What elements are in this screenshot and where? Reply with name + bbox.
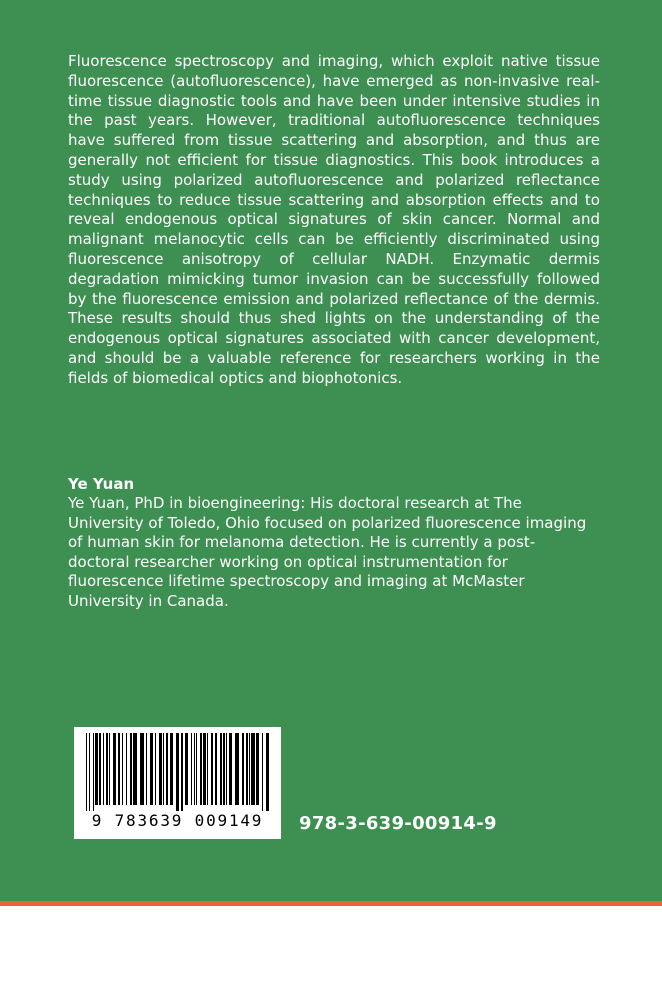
barcode-bar (109, 733, 110, 805)
barcode-bar (235, 733, 239, 805)
barcode-bar (133, 733, 137, 805)
barcode-bar (226, 733, 227, 805)
barcode-bar (203, 733, 206, 805)
barcode-bar (220, 733, 222, 805)
barcode-bar (200, 733, 202, 805)
barcode-bar (185, 733, 188, 805)
barcode-bar (256, 733, 259, 805)
barcode-bar (118, 733, 120, 805)
barcode-bar (194, 733, 195, 805)
author-name: Ye Yuan (68, 475, 135, 493)
barcode-bar (140, 733, 144, 805)
book-blurb: Fluorescence spectroscopy and imaging, which exploit native tissue fluorescence (autofluorescence), have emerged as non-invasive real-time tissue diagnostic tools and have been under intensive studies in the past years. However, traditional autofluorescence techniques have suffered from tissue scattering and absorption, and thus are generally not efficient for tissue diagnostics. This book introduces a study using polarized autofluorescence and polarized reflectance techniques to reduce tissue scattering and absorption effects and to reveal endogenous optical signatures of skin cancer. Normal and malignant melanocytic cells can be efficiently discriminated using fluorescence anisotropy of cellular NADH. Enzymatic dermis degradation mimicking tumor invasion can be successfully followed by the fluorescence emission and polarized reflectance of the dermis. These results should thus shed lights on the understanding of the endogenous optical signatures associated with cancer development, and should be a valuable reference for researchers working in the fields of biomedical optics and biophotonics. (68, 52, 600, 387)
barcode-bar (89, 733, 90, 811)
barcode-bar (106, 733, 108, 805)
barcode-bar (223, 733, 225, 805)
barcode-bar (130, 733, 132, 805)
isbn-number: 978-3-639-00914-9 (299, 813, 497, 834)
barcode-bar (211, 733, 213, 805)
barcode (74, 727, 281, 839)
barcode-bar (196, 733, 197, 805)
barcode-bar (249, 733, 250, 805)
barcode-bar (95, 733, 98, 805)
barcode-bar (113, 733, 116, 805)
barcode-bar (93, 733, 94, 811)
barcode-bar (266, 733, 269, 811)
barcode-digits: 9 783639 009149 (91, 811, 264, 830)
barcode-bar (126, 733, 127, 805)
orange-strip (0, 901, 662, 906)
barcode-bar (251, 733, 255, 805)
barcode-bar (181, 733, 183, 811)
barcode-bars (84, 733, 271, 811)
barcode-bar (146, 733, 147, 805)
barcode-bar (99, 733, 101, 805)
barcode-bar (229, 733, 232, 805)
barcode-bar (159, 733, 162, 805)
barcode-bar (215, 733, 217, 805)
barcode-bar (262, 733, 263, 811)
barcode-bar (163, 733, 164, 805)
barcode-bar (207, 733, 208, 805)
barcode-bar (191, 733, 192, 805)
barcode-bar (176, 733, 179, 811)
barcode-bar (155, 733, 156, 805)
barcode-bar (170, 733, 173, 805)
barcode-bar (242, 733, 244, 805)
barcode-bar (86, 733, 87, 811)
barcode-bar (166, 733, 168, 805)
author-bio: Ye Yuan, PhD in bioengineering: His doctoral research at The University of Toledo, Ohio focused on polarized fluorescence imaging of human skin for melanoma detection. He is currently a post-doctoral researcher working on optical instrumentation for fluorescence lifetime spectroscopy and imaging at McMaster University in Canada. (68, 494, 587, 610)
barcode-bar (246, 733, 248, 805)
barcode-bar (122, 733, 123, 805)
barcode-bar (103, 733, 104, 805)
barcode-bar (150, 733, 153, 805)
